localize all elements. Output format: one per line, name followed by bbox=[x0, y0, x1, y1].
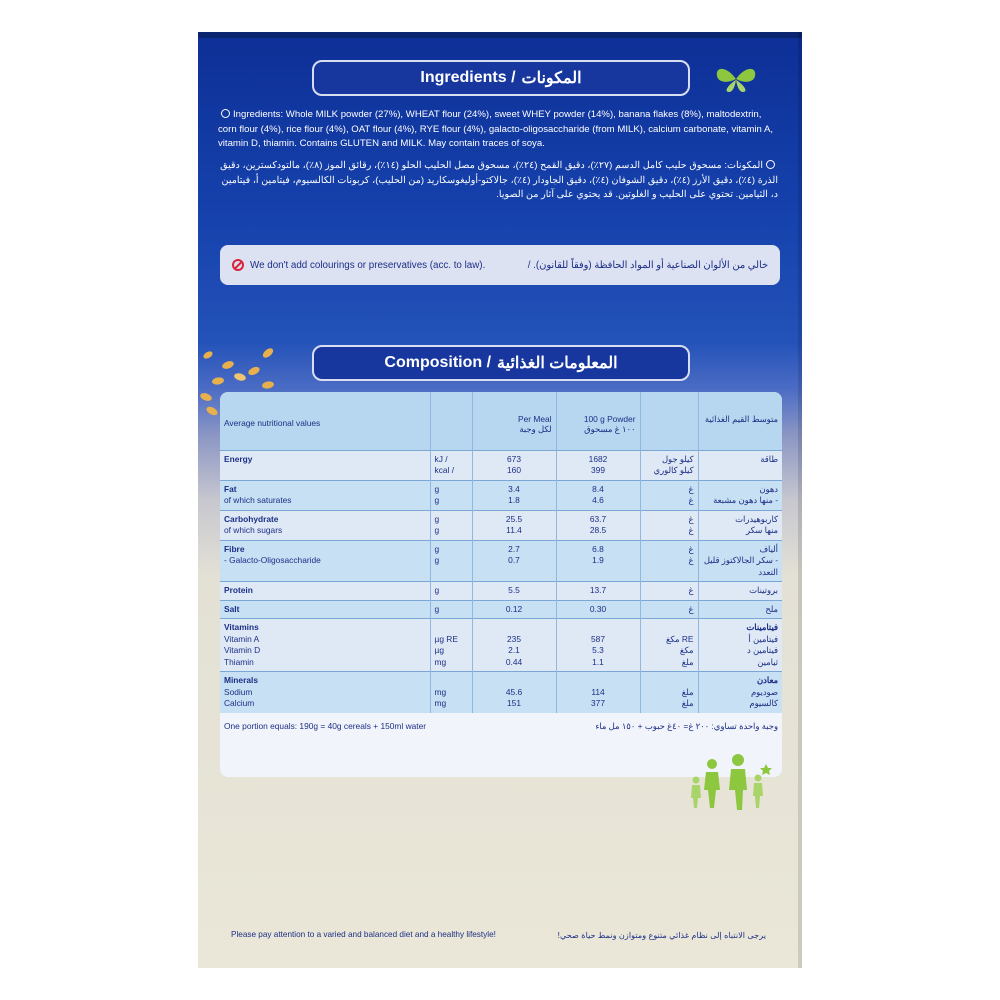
nutrition-table-header bbox=[220, 392, 782, 450]
portion-ar: وجبة واحدة تساوي: ٢٠٠ غ= ٤٠غ حبوب + ١٥٠ مل ماء bbox=[595, 720, 778, 731]
minerals-per-100g-line: 114 bbox=[591, 686, 605, 697]
nutrient-ar-unit bbox=[640, 582, 698, 601]
portion-en: One portion equals: 190g = 40g cereals + 150ml water bbox=[224, 720, 427, 731]
composition-header-en: Composition / bbox=[384, 354, 492, 371]
family-icon bbox=[688, 754, 774, 810]
nutrient-ar-label-line: منها سكر bbox=[745, 525, 778, 535]
footer-advice-ar: يرجى الانتباه إلى نظام غذائي متنوع ومتوازن ونمط حياة صحي! bbox=[557, 931, 766, 940]
nutrient-per-meal bbox=[472, 540, 556, 582]
nutrient-ar-unit bbox=[640, 450, 698, 480]
nutrient-ar-label-line: ملح bbox=[765, 603, 778, 614]
minerals-unit bbox=[430, 672, 472, 713]
vitamins-per-100g-line bbox=[561, 622, 636, 634]
minerals-ar-unit-line: ملغ bbox=[681, 698, 694, 708]
vitamins-per-100g bbox=[556, 619, 640, 672]
minerals-per-meal-line bbox=[477, 675, 552, 687]
nutrient-label bbox=[220, 510, 430, 540]
nutrient-ar-label-line: - سكر الجالاكتوز قليل التعدد bbox=[703, 555, 778, 577]
minerals-per-100g-line bbox=[561, 675, 636, 687]
nutrient-ar-unit bbox=[640, 600, 698, 619]
nutrient-ar-label bbox=[698, 600, 782, 619]
nutrient-unit bbox=[430, 582, 472, 601]
nutrient-unit bbox=[430, 510, 472, 540]
header-per-meal bbox=[472, 392, 556, 450]
nutrient-per-100g-line: 399 bbox=[591, 465, 605, 475]
nutrient-ar-unit-line: غ bbox=[688, 525, 694, 535]
nutrient-ar-label bbox=[698, 540, 782, 582]
ingredients-arabic bbox=[218, 159, 778, 203]
nutrient-ar-label-line: ألياف bbox=[759, 543, 778, 554]
nutrient-per-100g bbox=[556, 510, 640, 540]
ingredients-english-text: Ingredients: Whole MILK powder (27%), WHEAT flour (24%), sweet WHEY powder (14%), banana flakes (8%), maltodextrin, corn flour (4%), rice flour (4%), OAT flour (4%), RYE flour (4%), galacto-oligosaccharide (from MILK), calcium carbonate, vitamin A, vitamin D, thiamin. Contains GLUTEN and MILK. May contain traces of soya. bbox=[218, 109, 774, 149]
nutrient-per-meal bbox=[472, 480, 556, 510]
vitamins-label bbox=[220, 619, 430, 672]
header-per-100g-en: 100 g Powder bbox=[583, 414, 636, 424]
nutrient-ar-unit-line: كيلو كالوري bbox=[653, 465, 694, 475]
nutrient-per-100g-line: 13.7 bbox=[589, 585, 607, 595]
nutrient-per-meal bbox=[472, 582, 556, 601]
minerals-per-meal-line: 45.6 bbox=[505, 686, 523, 697]
nutrient-ar-label-line: طاقة bbox=[760, 453, 778, 464]
ingredients-arabic-text: المكونات: مسحوق حليب كامل الدسم (٢٧٪)، دقيق القمح (٢٤٪)، مسحوق مصل الحليب الحلو (١٤٪)، رقائق الموز (٨٪)، مالتودكسترين، دقيق الذرة (٤٪)، دقيق الأرز (٤٪)، دقيق الشوفان (٤٪)، دقيق الجاودار (٤٪)، جالاكتو-أوليغوسكاريد (من الحليب)، كربونات الكالسيوم، فيتامين أ، فيتامين د، الثيامين. تحتوي على الحليب و الغلوتين. قد يحتوي على آثار من الصويا. bbox=[220, 160, 778, 200]
vitamins-ar-unit-line bbox=[645, 622, 694, 634]
nutrient-per-meal bbox=[472, 510, 556, 540]
nutrient-ar-label bbox=[698, 582, 782, 601]
nutrient-per-meal-line: 0.7 bbox=[508, 555, 520, 565]
vitamins-group-row bbox=[220, 619, 782, 672]
nutrient-ar-unit-line: غ bbox=[688, 585, 694, 595]
ingredients-header bbox=[312, 60, 690, 96]
vitamins-label-line: Vitamin A bbox=[224, 633, 260, 644]
nutrient-per-meal-line: 3.4 bbox=[508, 483, 520, 494]
minerals-unit-line bbox=[435, 675, 468, 687]
header-label: Average nutritional values bbox=[220, 392, 430, 450]
vitamins-unit-line: µg RE bbox=[434, 633, 458, 644]
nutrient-per-meal-line: 5.5 bbox=[508, 585, 520, 595]
vitamins-label-line: Thiamin bbox=[224, 656, 254, 667]
minerals-group-row bbox=[220, 672, 782, 713]
nutrient-label-line: Energy bbox=[224, 453, 253, 464]
nutrient-per-100g bbox=[556, 600, 640, 619]
nutrient-per-100g-line: 1.9 bbox=[592, 555, 604, 565]
no-additives-en: We don't add colourings or preservatives (acc. to law). bbox=[250, 259, 486, 271]
minerals-label bbox=[220, 672, 430, 713]
no-additives-banner bbox=[220, 245, 780, 285]
nutrient-row bbox=[220, 540, 782, 582]
nutrient-per-100g-line: 8.4 bbox=[592, 483, 604, 494]
nutrient-ar-label bbox=[698, 450, 782, 480]
nutrient-ar-label-line bbox=[703, 465, 779, 477]
nutrient-per-100g bbox=[556, 540, 640, 582]
nutrient-unit-line: kcal / bbox=[434, 465, 455, 475]
nutrient-per-100g-line: 28.5 bbox=[589, 525, 607, 535]
nutrient-ar-unit bbox=[640, 510, 698, 540]
no-additives-ar: خالي من الألوان الصناعية أو المواد الحافظة (وفقاً للقانون). / bbox=[527, 259, 768, 271]
nutrient-unit-line: g bbox=[434, 495, 440, 505]
vitamins-ar-label-line: فيتامينات bbox=[746, 622, 778, 632]
vitamins-per-meal bbox=[472, 619, 556, 672]
vitamins-unit-line: mg bbox=[434, 656, 447, 667]
header-per-100g-ar: ١٠٠ غ مسحوق bbox=[584, 424, 636, 434]
box-right-edge bbox=[798, 32, 802, 968]
vitamins-ar-label-line: فيتامين أ bbox=[748, 633, 778, 644]
package-back-panel bbox=[198, 32, 802, 968]
nutrient-per-meal bbox=[472, 450, 556, 480]
minerals-ar-unit-line: ملغ bbox=[681, 686, 694, 697]
nutrient-unit-line: g bbox=[434, 555, 440, 565]
nutrient-per-meal-line: 25.5 bbox=[505, 513, 523, 524]
nutrient-label bbox=[220, 600, 430, 619]
minerals-label-line: Calcium bbox=[224, 698, 255, 708]
vitamins-label-line: Vitamins bbox=[224, 622, 259, 632]
nutrient-label bbox=[220, 450, 430, 480]
vitamins-ar-unit-line: مكغ RE bbox=[665, 633, 694, 644]
header-ar-label: متوسط القيم الغذائية bbox=[704, 414, 778, 424]
vitamins-ar-label-line: فيتامين د bbox=[746, 645, 778, 655]
vitamins-ar-unit-line: ملغ bbox=[681, 656, 694, 667]
nutrient-ar-unit-line: غ bbox=[688, 555, 694, 565]
nutrient-per-100g-line: 0.30 bbox=[589, 603, 607, 614]
nutrient-per-meal-line: 11.4 bbox=[506, 525, 522, 535]
nutrition-table-body bbox=[220, 450, 782, 731]
nutrient-ar-unit-line: غ bbox=[688, 483, 694, 494]
butterfly-icon bbox=[713, 64, 759, 94]
vitamins-per-meal-line: 235 bbox=[507, 633, 521, 644]
vitamins-per-meal-line: 2.1 bbox=[508, 645, 520, 655]
nutrient-per-100g bbox=[556, 582, 640, 601]
nutrient-unit-line: g bbox=[434, 525, 440, 535]
nutrient-unit-line: g bbox=[434, 603, 440, 614]
minerals-unit-line: mg bbox=[434, 698, 447, 708]
minerals-ar-unit bbox=[640, 672, 698, 713]
nutrient-label bbox=[220, 540, 430, 582]
minerals-ar-unit-line bbox=[645, 675, 694, 687]
vitamins-ar-label bbox=[698, 619, 782, 672]
nutrition-table-panel bbox=[220, 392, 782, 777]
nutrient-unit-line: g bbox=[434, 543, 440, 554]
nutrient-ar-label-line: بروتينات bbox=[749, 585, 778, 595]
minerals-label-line: Sodium bbox=[224, 686, 253, 697]
box-top-edge bbox=[198, 32, 802, 38]
bullet-icon bbox=[221, 109, 230, 118]
nutrient-per-meal-line: 2.7 bbox=[508, 543, 520, 554]
ingredients-header-en: Ingredients / bbox=[420, 69, 516, 86]
vitamins-ar-label-line: ثيامين bbox=[757, 656, 778, 667]
nutrient-unit-line: g bbox=[434, 585, 440, 595]
nutrient-unit-line: g bbox=[434, 513, 440, 524]
nutrient-per-100g-line: 1682 bbox=[588, 453, 608, 464]
nutrient-label-line bbox=[224, 465, 426, 477]
vitamins-per-meal-line bbox=[477, 622, 552, 634]
nutrient-unit bbox=[430, 450, 472, 480]
minerals-ar-label-line: صوديوم bbox=[750, 686, 778, 697]
nutrient-ar-unit-line: غ bbox=[688, 603, 694, 614]
nutrient-per-100g-line: 6.8 bbox=[592, 543, 604, 554]
nutrient-ar-label bbox=[698, 510, 782, 540]
nutrient-row bbox=[220, 600, 782, 619]
nutrient-label bbox=[220, 480, 430, 510]
vitamins-per-100g-line: 587 bbox=[591, 633, 605, 644]
nutrient-ar-unit-line: غ bbox=[688, 495, 694, 505]
nutrient-ar-label-line: كاربوهيدرات bbox=[735, 513, 778, 524]
vitamins-unit-line: µg bbox=[434, 645, 444, 655]
nutrient-per-100g bbox=[556, 480, 640, 510]
header-unit bbox=[430, 392, 472, 450]
composition-header bbox=[312, 345, 690, 381]
minerals-ar-label-line: معادن bbox=[757, 675, 778, 685]
nutrient-ar-unit bbox=[640, 540, 698, 582]
minerals-per-meal-line: 151 bbox=[507, 698, 521, 708]
nutrient-per-100g-line: 4.6 bbox=[592, 495, 604, 505]
bullet-icon bbox=[766, 160, 775, 169]
nutrient-label-line: Protein bbox=[224, 585, 253, 595]
composition-header-ar: المعلومات الغذائية bbox=[497, 355, 618, 372]
ingredients-english bbox=[218, 108, 778, 152]
nutrient-per-100g bbox=[556, 450, 640, 480]
prohibited-icon bbox=[232, 259, 244, 271]
vitamins-ar-unit bbox=[640, 619, 698, 672]
nutrition-table bbox=[220, 392, 782, 731]
header-ar-unit bbox=[640, 392, 698, 450]
minerals-unit-line: mg bbox=[434, 686, 447, 697]
nutrient-label-line: Carbohydrate bbox=[224, 513, 279, 524]
portion-row bbox=[220, 713, 782, 731]
nutrient-label bbox=[220, 582, 430, 601]
nutrient-unit bbox=[430, 480, 472, 510]
nutrient-per-meal-line: 1.8 bbox=[508, 495, 520, 505]
nutrient-ar-label-line: دهون bbox=[759, 483, 778, 494]
nutrient-ar-unit-line: غ bbox=[688, 543, 694, 554]
nutrient-row bbox=[220, 510, 782, 540]
nutrient-per-100g-line: 63.7 bbox=[589, 513, 607, 524]
minerals-ar-label-line: كالسيوم bbox=[749, 698, 778, 708]
nutrient-unit-line: kJ / bbox=[434, 453, 448, 464]
nutrient-per-meal-line: 673 bbox=[507, 453, 521, 464]
vitamins-unit-line bbox=[435, 622, 468, 634]
ingredients-header-ar: المكونات bbox=[521, 70, 582, 87]
nutrient-unit bbox=[430, 540, 472, 582]
vitamins-per-meal-line: 0.44 bbox=[505, 656, 523, 667]
nutrient-label-line: Fat bbox=[224, 483, 237, 494]
nutrient-row bbox=[220, 582, 782, 601]
nutrient-label-line: Salt bbox=[224, 603, 240, 614]
nutrient-per-meal-line: 160 bbox=[507, 465, 521, 475]
minerals-per-100g bbox=[556, 672, 640, 713]
vitamins-ar-unit-line: مكغ bbox=[679, 645, 694, 655]
nutrient-label-line: of which saturates bbox=[224, 495, 292, 505]
vitamins-per-100g-line: 1.1 bbox=[592, 656, 604, 667]
nutrient-label-line: Fibre bbox=[224, 543, 245, 554]
nutrient-unit bbox=[430, 600, 472, 619]
header-per-meal-en: Per Meal bbox=[517, 414, 552, 424]
nutrient-label-line: - Galacto-Oligosaccharide bbox=[224, 555, 321, 565]
header-per-100g bbox=[556, 392, 640, 450]
nutrient-ar-label bbox=[698, 480, 782, 510]
nutrient-ar-unit-line: غ bbox=[688, 513, 694, 524]
nutrient-ar-label-line: - منها دهون مشبعة bbox=[713, 495, 778, 505]
minerals-ar-label bbox=[698, 672, 782, 713]
nutrient-row bbox=[220, 450, 782, 480]
vitamins-unit bbox=[430, 619, 472, 672]
minerals-per-100g-line: 377 bbox=[591, 698, 605, 708]
nutrient-label-line: of which sugars bbox=[224, 525, 283, 535]
minerals-label-line: Minerals bbox=[224, 675, 258, 685]
minerals-per-meal bbox=[472, 672, 556, 713]
vitamins-label-line: Vitamin D bbox=[224, 645, 261, 655]
nutrient-unit-line: g bbox=[434, 483, 440, 494]
header-per-meal-ar: لكل وجبة bbox=[519, 424, 552, 434]
nutrient-row bbox=[220, 480, 782, 510]
nutrient-per-meal-line: 0.12 bbox=[505, 603, 523, 614]
nutrient-ar-unit bbox=[640, 480, 698, 510]
vitamins-per-100g-line: 5.3 bbox=[592, 645, 604, 655]
footer-advice-en: Please pay attention to a varied and balanced diet and a healthy lifestyle! bbox=[231, 930, 496, 939]
nutrient-ar-unit-line: كيلو جول bbox=[661, 453, 694, 464]
nutrient-per-meal bbox=[472, 600, 556, 619]
